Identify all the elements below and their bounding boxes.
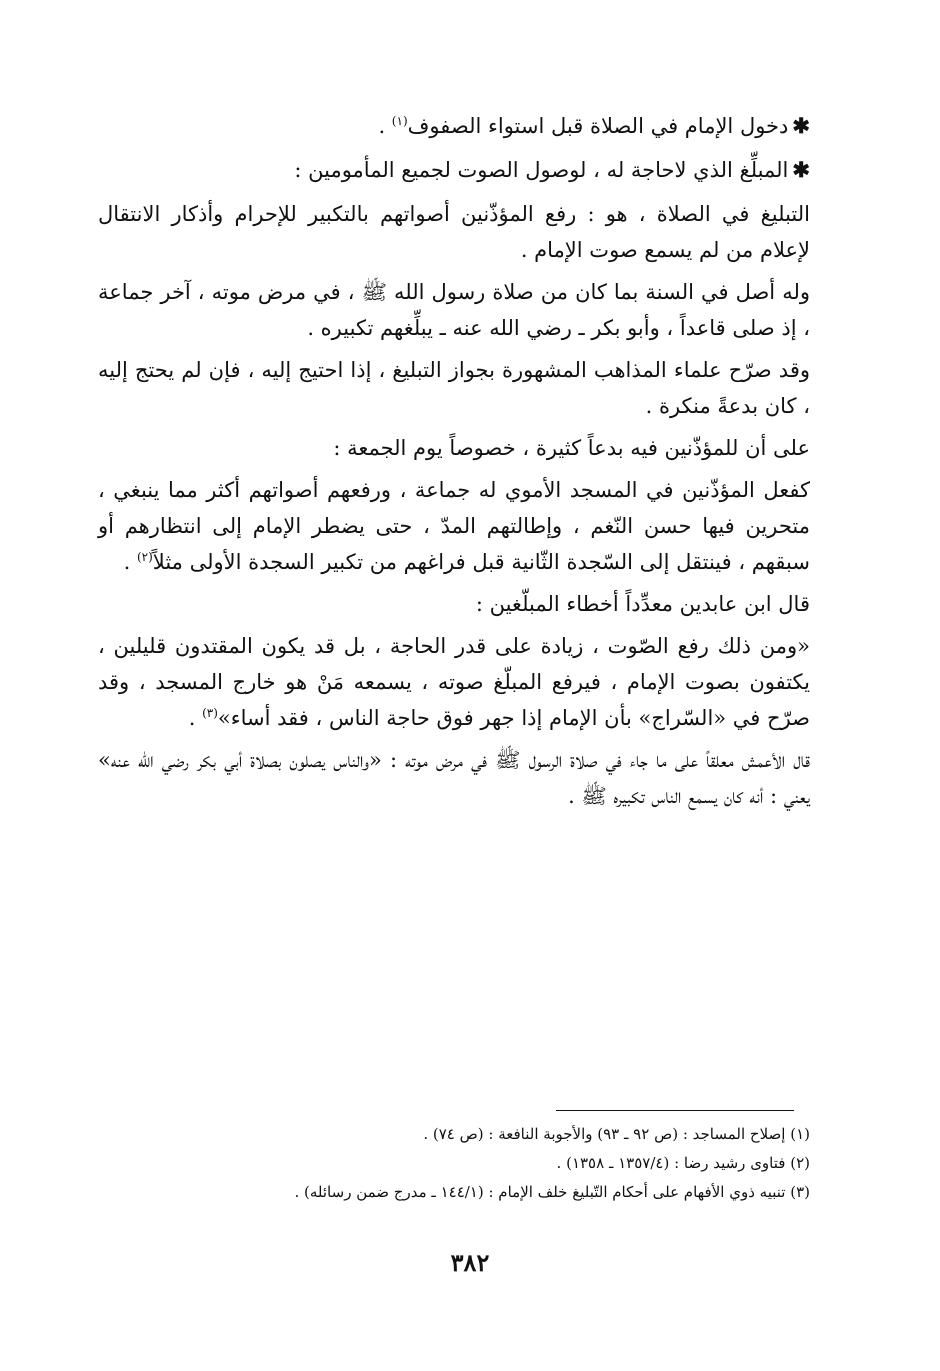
quote-paragraph: «ومن ذلك رفع الصّوت ، زيادة على قدر الحاجة ، بل قد يكون المقتدون قليلين ، يكتفون بصوت الإمام ، فيرفع المبلّغ صوته ، يسمعه مَنْ هو خارج المسجد ، وقد صرّح في «السّراج» بأن الإمام إذا جهر فوق حاجة الناس ، فقد أساء»$^{(٣)}$ . xyxy=(98,634,810,730)
footnote: (١) إصلاح المساجد : (ص ٩٢ ـ ٩٣) والأجوبة النافعة : (ص ٧٤) . xyxy=(423,1125,810,1143)
footnote-ref: (٢) xyxy=(136,550,153,564)
paragraph: على أن للمؤذّنين فيه بدعاً كثيرة ، خصوصاً يوم الجمعة : xyxy=(333,436,810,460)
asterisk-icon: ✱ xyxy=(792,113,810,138)
bullet-item: ✱المبلِّغ الذي لاحاجة له ، لوصول الصوت لجميع المأمومين : xyxy=(294,157,810,182)
footnote-ref: (١) xyxy=(391,114,408,128)
paragraph: التبليغ في الصلاة ، هو : رفع المؤذّنين أصواتهم بالتكبير للإحرام وأذكار الانتقال لإعلام من لم يسمع صوت الإمام . xyxy=(98,202,810,262)
page-body xyxy=(98,108,810,814)
footnote-ref: (٣) xyxy=(202,706,218,720)
paragraph: قال ابن عابدين معدِّداً أخطاء المبلّغين : xyxy=(475,592,810,616)
footnotes xyxy=(98,1120,810,1207)
footnote-divider xyxy=(556,1110,794,1111)
asterisk-icon: ✱ xyxy=(792,157,810,182)
bullet-item: ✱دخول الإمام في الصلاة قبل استواء الصفوف$^{(١)}$ . xyxy=(378,113,810,138)
footnote: (٢) فتاوى رشيد رضا : (١٣٥٧/٤ ـ ١٣٥٨) . xyxy=(556,1154,810,1172)
paragraph: كفعل المؤذّنين في المسجد الأموي له جماعة ، ورفعهم أصواتهم أكثر مما ينبغي ، متحرين فيها حسن النّغم ، وإطالتهم المدّ ، حتى يضطر الإمام إلى انتظارهم أو سبقهم ، فينتقل إلى السّجدة الثّانية قبل فراغهم من تكبير السجدة الأولى مثلاً$^{(٢)}$ . xyxy=(98,478,810,574)
footnote: (٣) تنبيه ذوي الأفهام على أحكام التّبليغ خلف الإمام : (١٤٤/١ ـ مدرج ضمن رسائله) . xyxy=(294,1183,810,1201)
paragraph: وقد صرّح علماء المذاهب المشهورة بجواز التبليغ ، إذا احتيج إليه ، فإن لم يحتج إليه ، كان بدعةً منكرة . xyxy=(98,358,810,418)
paragraph: وله أصل في السنة بما كان من صلاة رسول الله ﷺ ، في مرض موته ، آخر جماعة ، إذ صلى قاعداً ، وأبو بكر ـ رضي الله عنه ـ يبلِّغهم تكبيره . xyxy=(98,280,810,340)
paragraph: قال الأعمش معلقاً على ما جاء في صلاة الرسول ﷺ في مرض موته : «والناس يصلون بصلاة أبي بكر رضي الله عنه» يعني : أنه كان يسمع الناس تكبيره ﷺ . xyxy=(98,748,810,808)
page-number: ٣٨٢ xyxy=(450,1248,490,1277)
